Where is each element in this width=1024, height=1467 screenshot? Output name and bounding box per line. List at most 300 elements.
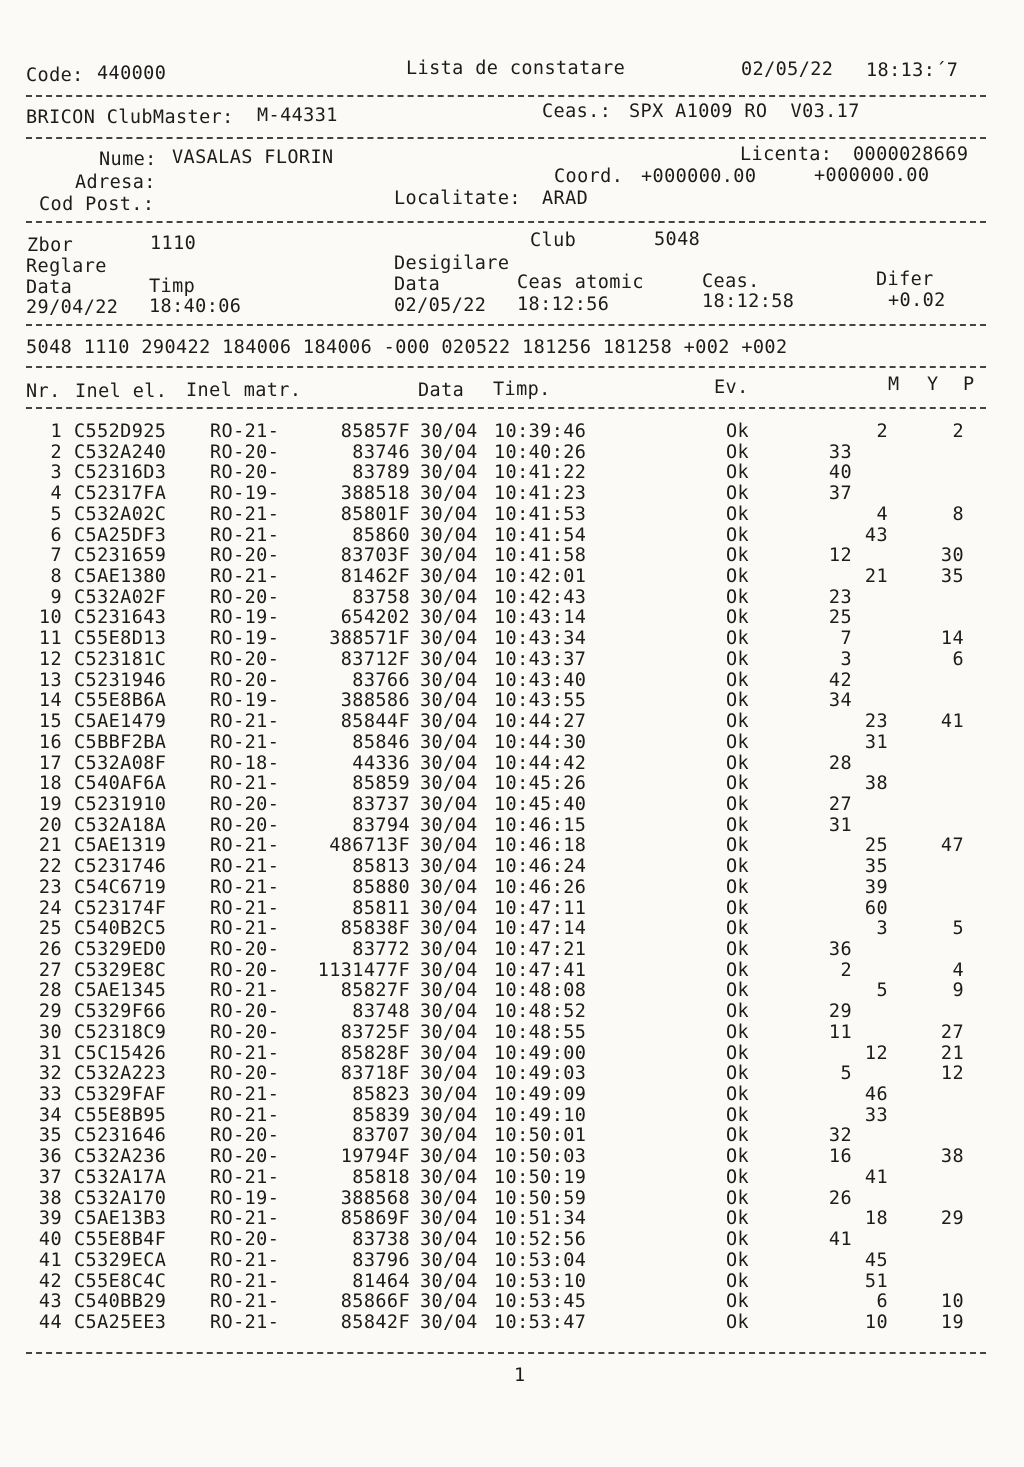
electronic-ring: C52317FA: [74, 483, 167, 505]
rank-m: 39: [864, 876, 888, 898]
row-number: 35: [38, 1125, 62, 1147]
ring-series: RO-21-: [210, 1208, 280, 1230]
arrival-date: 30/04: [420, 1063, 478, 1085]
rank-m: 46: [864, 1084, 888, 1106]
rank-a: 32: [828, 1125, 852, 1147]
row-number: 37: [38, 1166, 62, 1188]
rank-m: 5: [876, 980, 888, 1002]
coord-y: +000000.00: [814, 165, 930, 186]
ring-number: 83772: [352, 939, 410, 960]
event-status: Ok: [726, 1146, 750, 1168]
arrival-date: 30/04: [420, 483, 478, 505]
rank-m: 41: [864, 1166, 888, 1188]
table-row: [0, 1022, 1024, 1043]
arrival-time: 10:41:54: [494, 524, 587, 546]
arrival-time: 10:53:04: [494, 1249, 587, 1271]
event-status: Ok: [726, 1249, 750, 1271]
rank-p: 30: [940, 545, 964, 567]
ring-series: RO-20-: [210, 814, 280, 836]
header-inel-el: Inel el.: [75, 381, 168, 402]
arrival-date: 30/04: [420, 773, 478, 795]
rank-a: 11: [828, 1021, 852, 1043]
rank-p: 47: [940, 835, 964, 857]
rank-p: 35: [940, 566, 964, 588]
table-row: [0, 815, 1024, 836]
separator-line: [26, 221, 986, 223]
table-row: [0, 856, 1024, 877]
event-status: Ok: [726, 524, 750, 546]
row-number: 10: [38, 607, 62, 629]
arrival-date: 30/04: [420, 1104, 478, 1126]
event-status: Ok: [726, 835, 750, 857]
ring-series: RO-20-: [210, 959, 280, 981]
license-label: Licenta:: [740, 144, 833, 165]
desigilare-date: 02/05/22: [394, 295, 487, 316]
arrival-date: 30/04: [420, 1146, 478, 1168]
electronic-ring: C5AE1319: [74, 835, 167, 857]
arrival-date: 30/04: [420, 462, 478, 484]
rank-m: 12: [864, 1042, 888, 1064]
event-status: Ok: [726, 1042, 750, 1064]
rank-a: 34: [828, 690, 852, 712]
owner-name: VASALAS FLORIN: [172, 147, 334, 168]
reglare-date: 29/04/22: [26, 297, 119, 318]
code-label: Code:: [26, 65, 84, 86]
postcode-label: Cod Post.:: [39, 194, 155, 215]
ring-number: 486713F: [329, 835, 410, 857]
arrival-date: 30/04: [420, 648, 478, 670]
ring-number: 85857F: [340, 421, 410, 442]
row-number: 2: [50, 441, 62, 463]
row-number: 19: [38, 793, 62, 815]
rank-m: 10: [864, 1311, 888, 1333]
electronic-ring: C5231643: [74, 607, 167, 629]
rank-m: 43: [864, 524, 888, 546]
ring-series: RO-21-: [210, 421, 280, 442]
table-row: [0, 1208, 1024, 1229]
summary-code-line: 5048 1110 290422 184006 184006 -000 020522 181256 181258 +002 +002: [26, 337, 788, 358]
ring-series: RO-21-: [210, 835, 280, 857]
ring-number: 85869F: [340, 1208, 410, 1230]
rank-p: 19: [940, 1311, 964, 1333]
rank-a: 31: [828, 814, 852, 836]
electronic-ring: C5AE1479: [74, 711, 167, 733]
event-status: Ok: [726, 1208, 750, 1230]
rank-p: 27: [940, 1021, 964, 1043]
ring-number: 654202: [340, 607, 410, 629]
club-value: 5048: [654, 229, 701, 250]
row-number: 8: [50, 566, 62, 588]
arrival-time: 10:52:56: [494, 1229, 587, 1251]
event-status: Ok: [726, 1187, 750, 1209]
zbor-label: Zbor: [27, 235, 74, 256]
arrival-date: 30/04: [420, 441, 478, 463]
row-number: 3: [50, 462, 62, 484]
electronic-ring: C5329F66: [74, 1001, 167, 1023]
system-id: M-44331: [257, 105, 338, 126]
ring-number: 83737: [352, 793, 410, 815]
ring-series: RO-20-: [210, 545, 280, 567]
event-status: Ok: [726, 1125, 750, 1147]
row-number: 41: [38, 1249, 62, 1271]
table-row: [0, 670, 1024, 691]
table-row: [0, 980, 1024, 1001]
arrival-time: 10:51:34: [494, 1208, 587, 1230]
table-row: [0, 587, 1024, 608]
rank-a: 23: [828, 586, 852, 608]
separator-line: [26, 324, 986, 326]
arrival-date: 30/04: [420, 421, 478, 442]
arrival-time: 10:43:34: [494, 628, 587, 650]
rank-p: 21: [940, 1042, 964, 1064]
separator-line: [26, 407, 986, 409]
electronic-ring: C55E8B6A: [74, 690, 167, 712]
rank-m: 25: [864, 835, 888, 857]
table-row: [0, 649, 1024, 670]
locality-value: ARAD: [542, 188, 589, 209]
event-status: Ok: [726, 773, 750, 795]
rank-a: 2: [840, 959, 852, 981]
table-row: [0, 732, 1024, 753]
ring-number: 83738: [352, 1229, 410, 1251]
electronic-ring: C5231946: [74, 669, 167, 691]
ring-number: 85846: [352, 731, 410, 753]
arrival-time: 10:47:14: [494, 918, 587, 940]
rank-p: 38: [940, 1146, 964, 1168]
rank-a: 3: [840, 648, 852, 670]
arrival-time: 10:49:09: [494, 1084, 587, 1106]
arrival-time: 10:43:37: [494, 648, 587, 670]
table-row: [0, 525, 1024, 546]
row-number: 40: [38, 1229, 62, 1251]
electronic-ring: C532A02F: [74, 586, 167, 608]
event-status: Ok: [726, 876, 750, 898]
ring-number: 83796: [352, 1249, 410, 1271]
rank-m: 33: [864, 1104, 888, 1126]
table-row: [0, 483, 1024, 504]
ring-number: 83748: [352, 1001, 410, 1023]
arrival-date: 30/04: [420, 752, 478, 774]
header-ev: Ev.: [714, 377, 749, 398]
rank-a: 5: [840, 1063, 852, 1085]
atomic-label: Ceas atomic: [517, 272, 644, 293]
locality-label: Localitate:: [394, 188, 521, 209]
row-number: 33: [38, 1084, 62, 1106]
ring-number: 83794: [352, 814, 410, 836]
rank-p: 10: [940, 1291, 964, 1313]
event-status: Ok: [726, 939, 750, 960]
electronic-ring: C532A08F: [74, 752, 167, 774]
row-number: 24: [38, 897, 62, 919]
clock-label: Ceas.:: [542, 101, 612, 122]
arrival-time: 10:50:01: [494, 1125, 587, 1147]
ring-number: 1131477F: [317, 959, 410, 981]
header-m: M: [888, 374, 900, 395]
ring-number: 83718F: [340, 1063, 410, 1085]
rank-m: 18: [864, 1208, 888, 1230]
electronic-ring: C5C15426: [74, 1042, 167, 1064]
electronic-ring: C540B2C5: [74, 918, 167, 940]
arrival-time: 10:46:24: [494, 856, 587, 878]
electronic-ring: C52316D3: [74, 462, 167, 484]
arrival-time: 10:45:40: [494, 793, 587, 815]
ring-number: 83746: [352, 441, 410, 463]
arrival-date: 30/04: [420, 566, 478, 588]
row-number: 32: [38, 1063, 62, 1085]
ring-series: RO-21-: [210, 876, 280, 898]
arrival-date: 30/04: [420, 1042, 478, 1064]
arrival-time: 10:41:53: [494, 503, 587, 525]
rank-m: 38: [864, 773, 888, 795]
row-number: 39: [38, 1208, 62, 1230]
electronic-ring: C5329ED0: [74, 939, 167, 960]
row-number: 27: [38, 959, 62, 981]
ring-series: RO-19-: [210, 628, 280, 650]
event-status: Ok: [726, 1166, 750, 1188]
row-number: 13: [38, 669, 62, 691]
arrival-date: 30/04: [420, 856, 478, 878]
arrival-time: 10:50:19: [494, 1166, 587, 1188]
rank-a: 16: [828, 1146, 852, 1168]
electronic-ring: C5231746: [74, 856, 167, 878]
table-row: [0, 545, 1024, 566]
arrival-date: 30/04: [420, 669, 478, 691]
ring-number: 85860: [352, 524, 410, 546]
ring-series: RO-20-: [210, 669, 280, 691]
arrival-time: 10:43:40: [494, 669, 587, 691]
ring-number: 85827F: [340, 980, 410, 1002]
arrival-time: 10:39:46: [494, 421, 587, 442]
ring-number: 44336: [352, 752, 410, 774]
electronic-ring: C532A17A: [74, 1166, 167, 1188]
header-data: Data: [418, 380, 465, 401]
event-status: Ok: [726, 1001, 750, 1023]
arrival-date: 30/04: [420, 545, 478, 567]
ring-series: RO-20-: [210, 586, 280, 608]
event-status: Ok: [726, 607, 750, 629]
arrival-time: 10:41:22: [494, 462, 587, 484]
ring-series: RO-21-: [210, 566, 280, 588]
arrival-date: 30/04: [420, 1249, 478, 1271]
event-status: Ok: [726, 1104, 750, 1126]
table-row: [0, 753, 1024, 774]
event-status: Ok: [726, 545, 750, 567]
arrival-time: 10:47:11: [494, 897, 587, 919]
ring-number: 83725F: [340, 1021, 410, 1043]
arrival-time: 10:49:10: [494, 1104, 587, 1126]
rank-m: 60: [864, 897, 888, 919]
electronic-ring: C5AE1380: [74, 566, 167, 588]
rank-m: 21: [864, 566, 888, 588]
ring-number: 83758: [352, 586, 410, 608]
electronic-ring: C532A18A: [74, 814, 167, 836]
rank-a: 25: [828, 607, 852, 629]
arrival-time: 10:53:47: [494, 1311, 587, 1333]
timp-label: Timp: [149, 276, 196, 297]
ring-number: 388568: [340, 1187, 410, 1209]
rank-p: 12: [940, 1063, 964, 1085]
ring-series: RO-21-: [210, 1104, 280, 1126]
ring-series: RO-21-: [210, 503, 280, 525]
arrival-date: 30/04: [420, 793, 478, 815]
row-number: 20: [38, 814, 62, 836]
rank-p: 6: [952, 648, 964, 670]
ring-series: RO-20-: [210, 1021, 280, 1043]
arrival-date: 30/04: [420, 814, 478, 836]
electronic-ring: C523181C: [74, 648, 167, 670]
header-p: P: [963, 374, 975, 395]
ring-series: RO-21-: [210, 856, 280, 878]
rank-m: 45: [864, 1249, 888, 1271]
electronic-ring: C5A25EE3: [74, 1311, 167, 1333]
electronic-ring: C552D925: [74, 421, 167, 442]
atomic-time: 18:12:56: [517, 294, 610, 315]
license-value: 0000028669: [853, 144, 969, 165]
ring-number: 19794F: [340, 1146, 410, 1168]
header-y: Y: [927, 374, 939, 395]
rank-p: 5: [952, 918, 964, 940]
ring-series: RO-19-: [210, 1187, 280, 1209]
ring-number: 388571F: [329, 628, 410, 650]
ring-number: 85866F: [340, 1291, 410, 1313]
table-row: [0, 628, 1024, 649]
electronic-ring: C540BB29: [74, 1291, 167, 1313]
row-number: 15: [38, 711, 62, 733]
table-row: [0, 1084, 1024, 1105]
row-number: 26: [38, 939, 62, 960]
arrival-time: 10:53:45: [494, 1291, 587, 1313]
table-row: [0, 835, 1024, 856]
table-row: [0, 898, 1024, 919]
arrival-time: 10:53:10: [494, 1270, 587, 1292]
table-row: [0, 504, 1024, 525]
rank-a: 26: [828, 1187, 852, 1209]
ring-series: RO-21-: [210, 1084, 280, 1106]
event-status: Ok: [726, 752, 750, 774]
electronic-ring: C55E8B95: [74, 1104, 167, 1126]
row-number: 7: [50, 545, 62, 567]
arrival-time: 10:48:08: [494, 980, 587, 1002]
ring-number: 81464: [352, 1270, 410, 1292]
ring-series: RO-18-: [210, 752, 280, 774]
row-number: 44: [38, 1311, 62, 1333]
rank-p: 8: [952, 503, 964, 525]
arrival-date: 30/04: [420, 876, 478, 898]
arrival-date: 30/04: [420, 1084, 478, 1106]
ring-series: RO-21-: [210, 897, 280, 919]
event-status: Ok: [726, 421, 750, 442]
electronic-ring: C5329FAF: [74, 1084, 167, 1106]
electronic-ring: C5BBF2BA: [74, 731, 167, 753]
ring-series: RO-19-: [210, 690, 280, 712]
arrival-date: 30/04: [420, 711, 478, 733]
reglare-label: Reglare: [26, 256, 107, 277]
row-number: 14: [38, 690, 62, 712]
ring-number: 85828F: [340, 1042, 410, 1064]
rank-p: 14: [940, 628, 964, 650]
event-status: Ok: [726, 1063, 750, 1085]
row-number: 4: [50, 483, 62, 505]
separator-line: [26, 137, 986, 139]
arrival-time: 10:45:26: [494, 773, 587, 795]
separator-line: [26, 1352, 986, 1354]
event-status: Ok: [726, 980, 750, 1002]
row-number: 12: [38, 648, 62, 670]
clock-value: SPX A1009 RO V03.17: [629, 101, 860, 122]
table-row: [0, 1229, 1024, 1250]
data2-label: Data: [394, 274, 441, 295]
rank-p: 9: [952, 980, 964, 1002]
electronic-ring: C55E8D13: [74, 628, 167, 650]
arrival-time: 10:50:03: [494, 1146, 587, 1168]
table-row: [0, 1063, 1024, 1084]
arrival-time: 10:48:52: [494, 1001, 587, 1023]
electronic-ring: C55E8C4C: [74, 1270, 167, 1292]
rank-m: 6: [876, 1291, 888, 1313]
arrival-time: 10:43:14: [494, 607, 587, 629]
event-status: Ok: [726, 1021, 750, 1043]
rank-m: 3: [876, 918, 888, 940]
ring-series: RO-19-: [210, 483, 280, 505]
table-row: [0, 607, 1024, 628]
electronic-ring: C5231910: [74, 793, 167, 815]
arrival-date: 30/04: [420, 1291, 478, 1313]
ring-number: 83766: [352, 669, 410, 691]
event-status: Ok: [726, 793, 750, 815]
electronic-ring: C5AE13B3: [74, 1208, 167, 1230]
rank-a: 12: [828, 545, 852, 567]
ring-series: RO-21-: [210, 524, 280, 546]
electronic-ring: C532A236: [74, 1146, 167, 1168]
row-number: 42: [38, 1270, 62, 1292]
arrival-date: 30/04: [420, 1021, 478, 1043]
arrival-time: 10:47:21: [494, 939, 587, 960]
reglare-time: 18:40:06: [149, 296, 242, 317]
arrival-time: 10:41:58: [494, 545, 587, 567]
header-inel-matr: Inel matr.: [186, 380, 302, 401]
electronic-ring: C52318C9: [74, 1021, 167, 1043]
row-number: 31: [38, 1042, 62, 1064]
ring-number: 85818: [352, 1166, 410, 1188]
ring-number: 85839: [352, 1104, 410, 1126]
difer-value: +0.02: [888, 290, 946, 311]
name-label: Nume:: [99, 149, 157, 170]
event-status: Ok: [726, 462, 750, 484]
rank-p: 4: [952, 959, 964, 981]
rank-m: 2: [876, 421, 888, 442]
electronic-ring: C5AE1345: [74, 980, 167, 1002]
event-status: Ok: [726, 814, 750, 836]
rank-a: 7: [840, 628, 852, 650]
ring-number: 85844F: [340, 711, 410, 733]
ring-series: RO-20-: [210, 648, 280, 670]
arrival-time: 10:43:55: [494, 690, 587, 712]
row-number: 38: [38, 1187, 62, 1209]
event-status: Ok: [726, 586, 750, 608]
table-row: [0, 918, 1024, 939]
arrival-date: 30/04: [420, 1001, 478, 1023]
ring-number: 85838F: [340, 918, 410, 940]
ring-number: 388518: [340, 483, 410, 505]
document-title: Lista de constatare: [406, 58, 626, 79]
arrival-date: 30/04: [420, 1125, 478, 1147]
arrival-date: 30/04: [420, 1187, 478, 1209]
coord-x: +000000.00: [641, 166, 757, 187]
ring-series: RO-20-: [210, 1146, 280, 1168]
event-status: Ok: [726, 566, 750, 588]
row-number: 6: [50, 524, 62, 546]
row-number: 22: [38, 856, 62, 878]
